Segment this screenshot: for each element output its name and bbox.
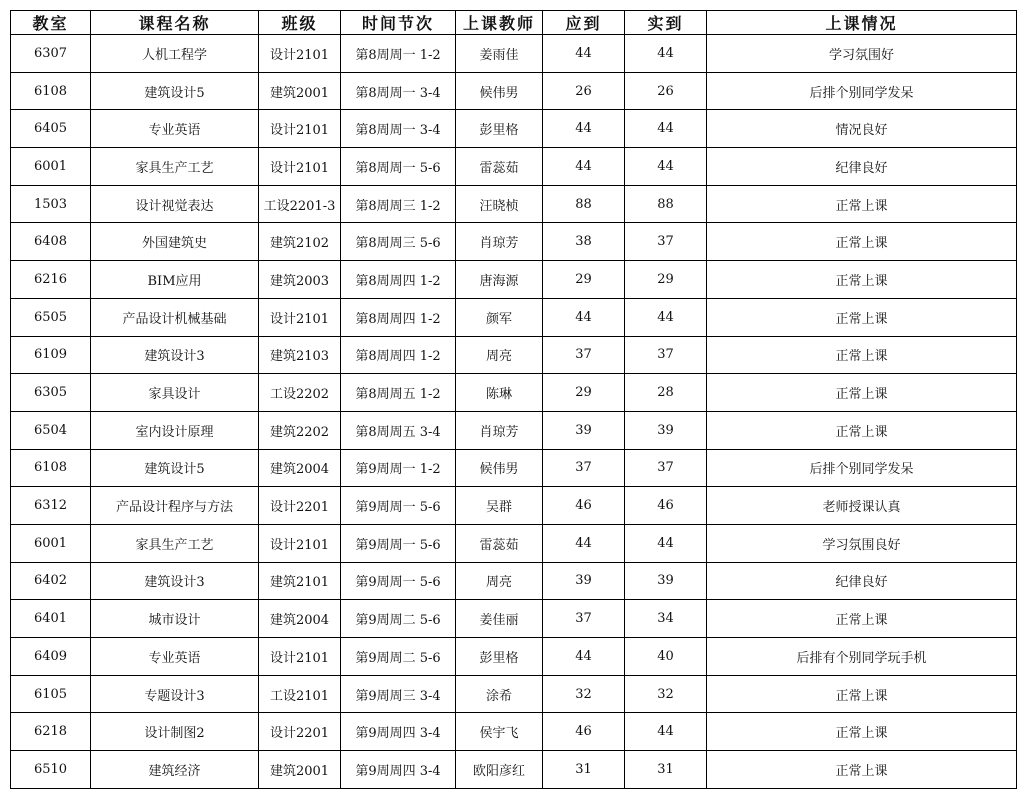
cell-classroom: 6510 [11, 751, 91, 789]
cell-status: 正常上课 [707, 713, 1017, 751]
cell-classroom: 6305 [11, 374, 91, 412]
cell-status: 后排有个别同学玩手机 [707, 638, 1017, 676]
cell-class: 建筑2004 [259, 449, 341, 487]
cell-classroom: 6504 [11, 411, 91, 449]
cell-course-name: 设计制图2 [91, 713, 259, 751]
cell-teacher: 彭里格 [456, 110, 543, 148]
cell-classroom: 6505 [11, 298, 91, 336]
cell-course-name: 专题设计3 [91, 675, 259, 713]
cell-course-name: 建筑设计5 [91, 72, 259, 110]
header-course-name: 课程名称 [91, 11, 259, 35]
table-row [11, 638, 1017, 676]
cell-actual: 44 [625, 35, 707, 73]
cell-expected: 44 [543, 638, 625, 676]
cell-teacher: 侯宇飞 [456, 713, 543, 751]
cell-expected: 39 [543, 562, 625, 600]
cell-class: 工设2201-3 [259, 185, 341, 223]
cell-course-name: 产品设计机械基础 [91, 298, 259, 336]
cell-expected: 46 [543, 487, 625, 525]
cell-teacher: 颜军 [456, 298, 543, 336]
cell-status: 情况良好 [707, 110, 1017, 148]
cell-class: 建筑2102 [259, 223, 341, 261]
cell-course-name: 家具设计 [91, 374, 259, 412]
cell-course-name: 产品设计程序与方法 [91, 487, 259, 525]
cell-class: 建筑2001 [259, 751, 341, 789]
cell-teacher: 姜佳丽 [456, 600, 543, 638]
header-row [11, 11, 1017, 35]
table-row [11, 185, 1017, 223]
header-expected: 应到 [543, 11, 625, 35]
cell-class: 设计2101 [259, 638, 341, 676]
cell-time-period: 第8周周一 5-6 [341, 148, 456, 186]
cell-actual: 39 [625, 411, 707, 449]
cell-classroom: 6105 [11, 675, 91, 713]
cell-actual: 46 [625, 487, 707, 525]
cell-class: 建筑2001 [259, 72, 341, 110]
cell-classroom: 6401 [11, 600, 91, 638]
table-row [11, 411, 1017, 449]
cell-class: 设计2101 [259, 148, 341, 186]
cell-class: 建筑2004 [259, 600, 341, 638]
cell-actual: 44 [625, 110, 707, 148]
cell-class: 设计2101 [259, 524, 341, 562]
cell-status: 正常上课 [707, 185, 1017, 223]
cell-status: 正常上课 [707, 675, 1017, 713]
cell-teacher: 吴群 [456, 487, 543, 525]
cell-time-period: 第8周周五 3-4 [341, 411, 456, 449]
cell-teacher: 候伟男 [456, 72, 543, 110]
cell-status: 后排个别同学发呆 [707, 449, 1017, 487]
table-row [11, 72, 1017, 110]
cell-classroom: 6218 [11, 713, 91, 751]
cell-time-period: 第8周周四 1-2 [341, 261, 456, 299]
cell-status: 后排个别同学发呆 [707, 72, 1017, 110]
cell-course-name: 外国建筑史 [91, 223, 259, 261]
header-time-period: 时间节次 [341, 11, 456, 35]
cell-status: 正常上课 [707, 374, 1017, 412]
cell-classroom: 6108 [11, 449, 91, 487]
cell-class: 建筑2003 [259, 261, 341, 299]
cell-time-period: 第9周周一 5-6 [341, 562, 456, 600]
cell-class: 设计2101 [259, 35, 341, 73]
cell-time-period: 第8周周一 1-2 [341, 35, 456, 73]
cell-actual: 26 [625, 72, 707, 110]
cell-expected: 44 [543, 35, 625, 73]
table-row [11, 110, 1017, 148]
table-row [11, 35, 1017, 73]
cell-teacher: 欧阳彦红 [456, 751, 543, 789]
cell-expected: 31 [543, 751, 625, 789]
cell-actual: 32 [625, 675, 707, 713]
cell-teacher: 周亮 [456, 562, 543, 600]
cell-status: 正常上课 [707, 223, 1017, 261]
cell-actual: 28 [625, 374, 707, 412]
cell-class: 建筑2202 [259, 411, 341, 449]
cell-time-period: 第8周周三 1-2 [341, 185, 456, 223]
cell-actual: 40 [625, 638, 707, 676]
cell-course-name: 建筑经济 [91, 751, 259, 789]
cell-expected: 39 [543, 411, 625, 449]
cell-expected: 46 [543, 713, 625, 751]
table-row [11, 374, 1017, 412]
cell-time-period: 第9周周二 5-6 [341, 638, 456, 676]
cell-course-name: 人机工程学 [91, 35, 259, 73]
cell-time-period: 第9周周二 5-6 [341, 600, 456, 638]
cell-teacher: 雷蕊茹 [456, 524, 543, 562]
cell-classroom: 6001 [11, 524, 91, 562]
cell-status: 正常上课 [707, 261, 1017, 299]
cell-expected: 37 [543, 600, 625, 638]
cell-class: 建筑2101 [259, 562, 341, 600]
cell-status: 正常上课 [707, 336, 1017, 374]
cell-time-period: 第9周周三 3-4 [341, 675, 456, 713]
cell-status: 学习氛围良好 [707, 524, 1017, 562]
cell-classroom: 1503 [11, 185, 91, 223]
cell-status: 正常上课 [707, 751, 1017, 789]
cell-classroom: 6307 [11, 35, 91, 73]
header-status: 上课情况 [707, 11, 1017, 35]
cell-teacher: 汪晓桢 [456, 185, 543, 223]
cell-course-name: 家具生产工艺 [91, 148, 259, 186]
cell-course-name: BIM应用 [91, 261, 259, 299]
cell-time-period: 第8周周四 1-2 [341, 336, 456, 374]
cell-classroom: 6108 [11, 72, 91, 110]
cell-expected: 37 [543, 336, 625, 374]
table-row [11, 261, 1017, 299]
cell-class: 设计2201 [259, 487, 341, 525]
cell-class: 设计2201 [259, 713, 341, 751]
cell-status: 正常上课 [707, 298, 1017, 336]
cell-course-name: 专业英语 [91, 638, 259, 676]
cell-time-period: 第9周周一 5-6 [341, 524, 456, 562]
cell-course-name: 城市设计 [91, 600, 259, 638]
cell-status: 纪律良好 [707, 148, 1017, 186]
cell-classroom: 6408 [11, 223, 91, 261]
cell-time-period: 第9周周一 1-2 [341, 449, 456, 487]
cell-expected: 44 [543, 110, 625, 148]
table-row [11, 298, 1017, 336]
table-row [11, 675, 1017, 713]
cell-expected: 44 [543, 298, 625, 336]
table-row [11, 600, 1017, 638]
cell-expected: 37 [543, 449, 625, 487]
cell-actual: 44 [625, 713, 707, 751]
table-row [11, 487, 1017, 525]
header-actual: 实到 [625, 11, 707, 35]
cell-course-name: 建筑设计5 [91, 449, 259, 487]
cell-classroom: 6402 [11, 562, 91, 600]
cell-actual: 34 [625, 600, 707, 638]
cell-status: 学习氛围好 [707, 35, 1017, 73]
cell-expected: 38 [543, 223, 625, 261]
cell-class: 设计2101 [259, 298, 341, 336]
table-row [11, 751, 1017, 789]
cell-actual: 29 [625, 261, 707, 299]
cell-classroom: 6216 [11, 261, 91, 299]
cell-course-name: 建筑设计3 [91, 336, 259, 374]
table-row [11, 148, 1017, 186]
cell-classroom: 6001 [11, 148, 91, 186]
cell-course-name: 专业英语 [91, 110, 259, 148]
cell-time-period: 第9周周一 5-6 [341, 487, 456, 525]
table-row [11, 223, 1017, 261]
cell-time-period: 第8周周一 3-4 [341, 110, 456, 148]
cell-actual: 88 [625, 185, 707, 223]
cell-time-period: 第8周周三 5-6 [341, 223, 456, 261]
cell-teacher: 彭里格 [456, 638, 543, 676]
cell-status: 正常上课 [707, 411, 1017, 449]
cell-actual: 44 [625, 148, 707, 186]
cell-time-period: 第8周周五 1-2 [341, 374, 456, 412]
table-row [11, 524, 1017, 562]
cell-course-name: 室内设计原理 [91, 411, 259, 449]
cell-expected: 29 [543, 374, 625, 412]
cell-expected: 29 [543, 261, 625, 299]
cell-classroom: 6312 [11, 487, 91, 525]
cell-expected: 88 [543, 185, 625, 223]
cell-expected: 44 [543, 148, 625, 186]
cell-teacher: 陈琳 [456, 374, 543, 412]
cell-teacher: 周亮 [456, 336, 543, 374]
cell-teacher: 雷蕊茹 [456, 148, 543, 186]
cell-class: 工设2101 [259, 675, 341, 713]
attendance-table [10, 10, 1017, 789]
cell-status: 老师授课认真 [707, 487, 1017, 525]
cell-teacher: 涂希 [456, 675, 543, 713]
header-teacher: 上课教师 [456, 11, 543, 35]
cell-expected: 26 [543, 72, 625, 110]
cell-class: 工设2202 [259, 374, 341, 412]
cell-time-period: 第8周周一 3-4 [341, 72, 456, 110]
cell-classroom: 6109 [11, 336, 91, 374]
cell-actual: 37 [625, 336, 707, 374]
cell-time-period: 第9周周四 3-4 [341, 713, 456, 751]
table-row [11, 562, 1017, 600]
cell-time-period: 第9周周四 3-4 [341, 751, 456, 789]
table-row [11, 336, 1017, 374]
cell-class: 建筑2103 [259, 336, 341, 374]
cell-status: 正常上课 [707, 600, 1017, 638]
cell-class: 设计2101 [259, 110, 341, 148]
cell-course-name: 建筑设计3 [91, 562, 259, 600]
cell-actual: 31 [625, 751, 707, 789]
cell-teacher: 候伟男 [456, 449, 543, 487]
cell-classroom: 6409 [11, 638, 91, 676]
header-classroom: 教室 [11, 11, 91, 35]
table-row [11, 449, 1017, 487]
cell-actual: 39 [625, 562, 707, 600]
cell-expected: 44 [543, 524, 625, 562]
cell-actual: 37 [625, 449, 707, 487]
table-row [11, 713, 1017, 751]
cell-teacher: 唐海源 [456, 261, 543, 299]
cell-actual: 37 [625, 223, 707, 261]
header-class: 班级 [259, 11, 341, 35]
cell-teacher: 肖琼芳 [456, 223, 543, 261]
cell-actual: 44 [625, 524, 707, 562]
cell-classroom: 6405 [11, 110, 91, 148]
cell-actual: 44 [625, 298, 707, 336]
cell-course-name: 家具生产工艺 [91, 524, 259, 562]
cell-course-name: 设计视觉表达 [91, 185, 259, 223]
cell-teacher: 姜雨佳 [456, 35, 543, 73]
cell-teacher: 肖琼芳 [456, 411, 543, 449]
cell-time-period: 第8周周四 1-2 [341, 298, 456, 336]
cell-expected: 32 [543, 675, 625, 713]
cell-status: 纪律良好 [707, 562, 1017, 600]
